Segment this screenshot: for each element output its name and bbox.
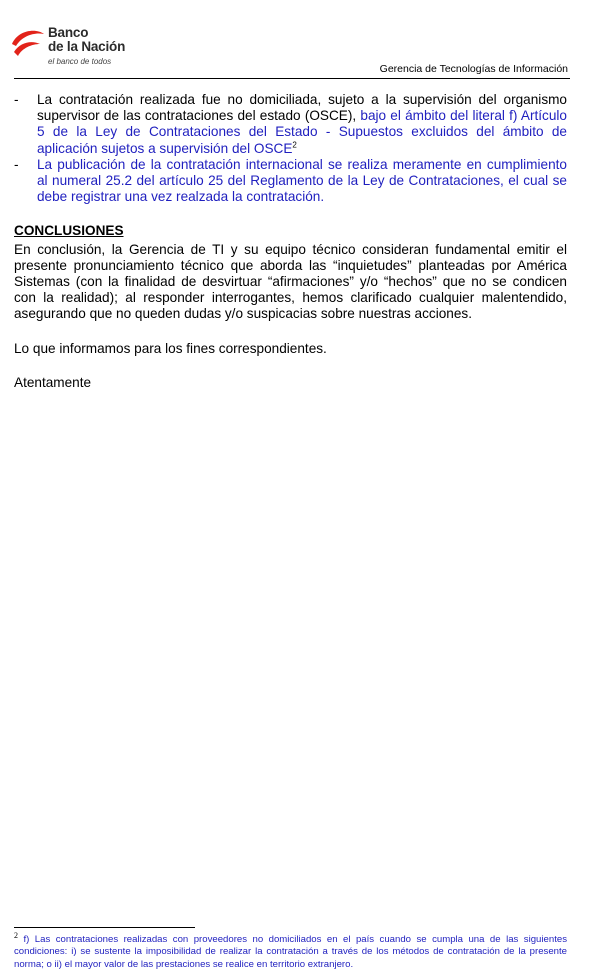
logo-name-line1: Banco [48, 25, 89, 40]
section-title-conclusions: CONCLUSIONES [14, 223, 124, 239]
footnote-text: f) Las contrataciones realizadas con proveedores no domiciliados en el país cuando se cumpla una de las siguientes condiciones: i) se sustente la imposibilidad de realizar la contratación a través de los métodos de contratación de la presente norma; o ii) el mayor valor de las prestaciones se realice en territorio extranjero. [14, 934, 567, 970]
bullet-item [14, 157, 567, 206]
bullet-dash: - [14, 92, 19, 107]
signoff: Atentamente [14, 374, 92, 390]
bank-logo [10, 25, 140, 70]
bullet-text: La contratación realizada fue no domiciliada, sujeto a la supervisión del organismo supervisor de las contrataciones del estado (OSCE), [37, 92, 567, 124]
header-divider [14, 78, 570, 79]
header-department: Gerencia de Tecnologías de Información [379, 63, 568, 75]
bullet-text-highlight: bajo el ámbito del literal f) Artículo 5 de la Ley de Contrataciones del Estado - Supuestos excluidos del ámbito de aplicación sujetos a supervisión del OSCE [37, 108, 567, 156]
conclusions-paragraph: En conclusión, la Gerencia de TI y su equipo técnico consideran fundamental emitir el presente pronunciamiento técnico que aborda las “inquietudes” planteadas por América Sistemas (con la finalidad de desvirtuar “afirmaciones” y/o “hechos” que no se condicen con la realidad); al responder interrogantes, hemos clarificado cualquier malentendido, asegurando que no queden dudas y/o suspicacias sobre nuestras acciones. [14, 241, 567, 322]
logo-tagline: el banco de todos [48, 57, 112, 66]
bank-logo-mark-icon [10, 28, 46, 58]
bullet-text-highlight: La publicación de la contratación internacional se realiza meramente en cumplimiento al numeral 25.2 del artículo 25 del Reglamento de la Ley de Contrataciones, el cual se debe registrar una vez realzada la contratación. [37, 156, 567, 205]
footnote-reference[interactable]: 2 [292, 140, 297, 150]
footnote-number: 2 [14, 930, 18, 940]
logo-name-line2: de la Nación [48, 39, 126, 54]
footnote [14, 930, 567, 971]
footnote-divider [14, 927, 195, 928]
bullet-item [14, 92, 567, 157]
closing-line: Lo que informamos para los fines correspondientes. [14, 340, 327, 356]
document-body [14, 92, 567, 391]
bullet-dash: - [14, 156, 19, 172]
